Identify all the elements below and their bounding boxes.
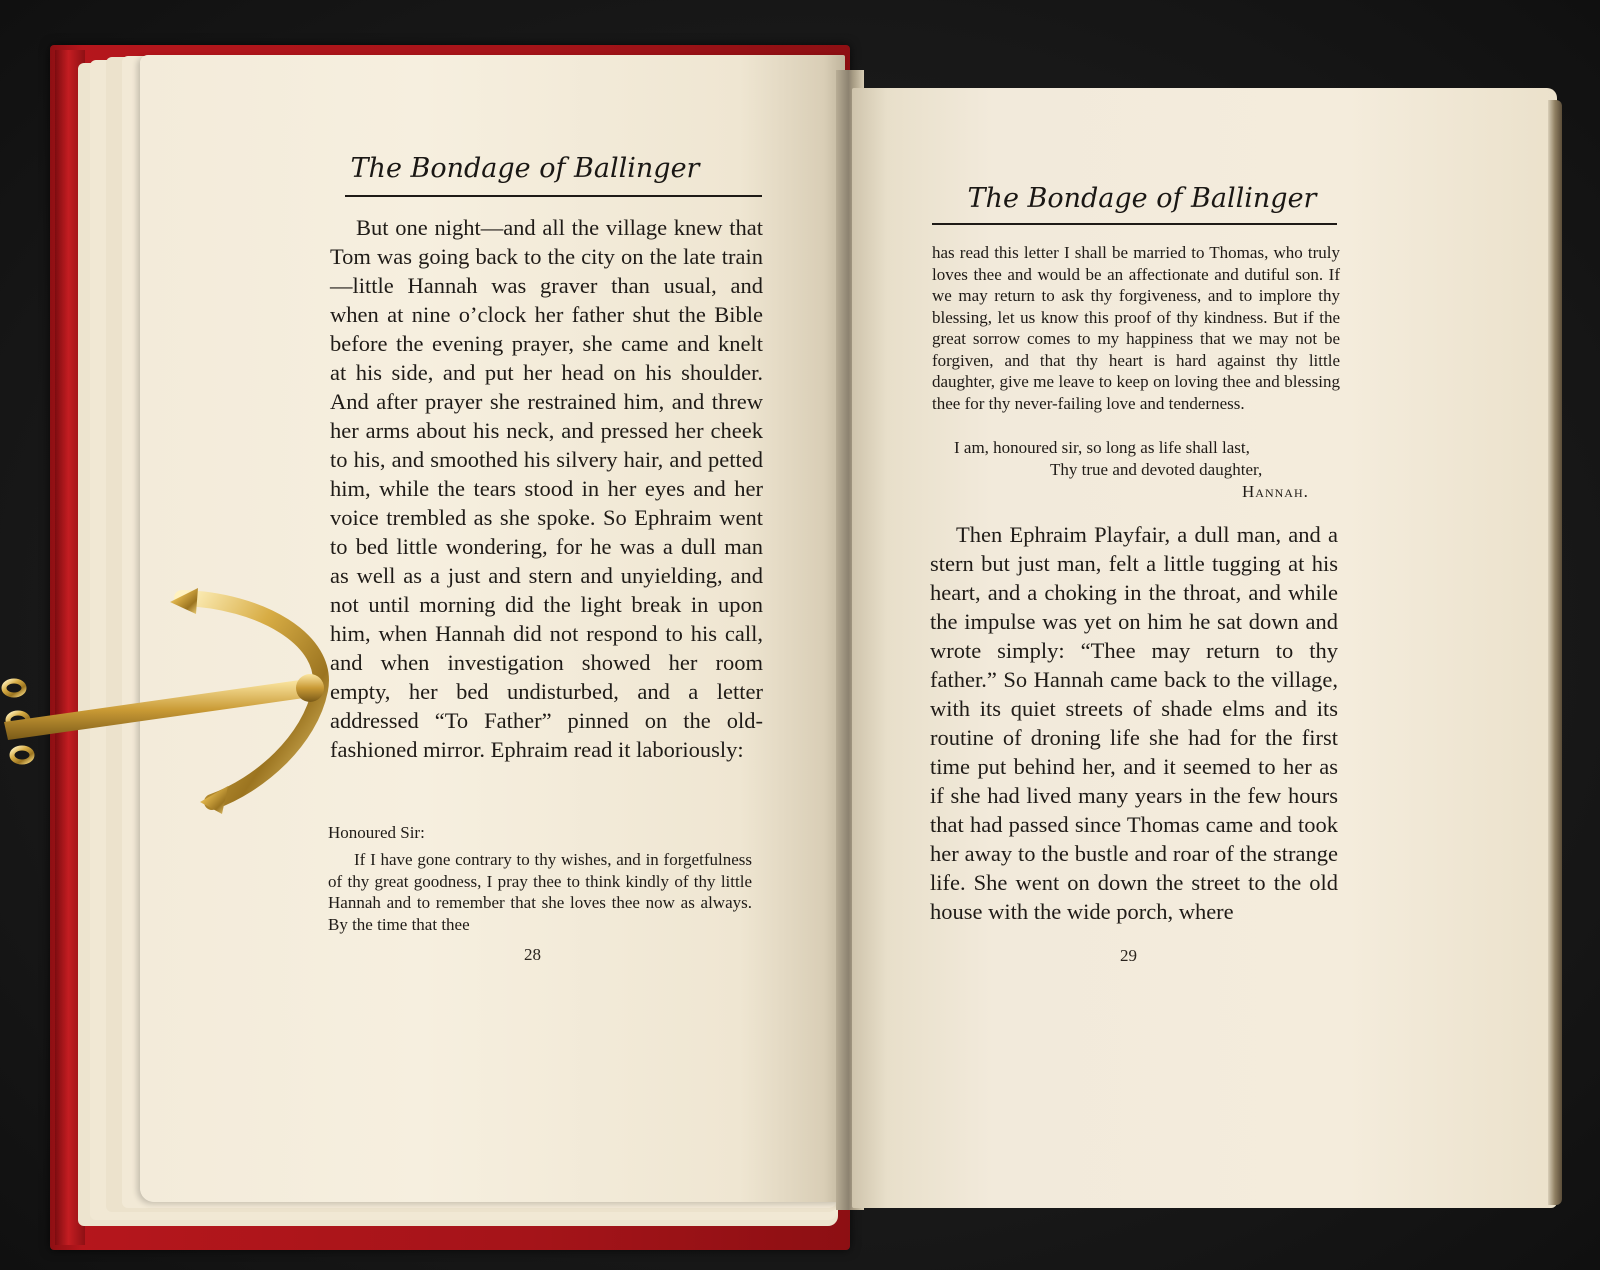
anchor-icon <box>0 580 340 820</box>
page-number-left: 28 <box>524 945 541 964</box>
left-body <box>330 213 763 764</box>
letter-closing: Thy true and devoted daughter, <box>1050 460 1263 479</box>
right-page <box>852 88 1557 1208</box>
deckled-edge <box>1548 100 1562 1205</box>
letter-signature: Hannah. <box>1242 482 1309 501</box>
head-rule <box>345 195 762 197</box>
letter-text-left <box>328 849 752 935</box>
head-rule <box>932 223 1337 225</box>
letter-text-right <box>932 242 1340 414</box>
body-paragraph: But one night—and all the village knew that Tom was going back to the city on the late train—little Hannah was graver than usual, and when at nine o’clock her father shut the Bible before the evening prayer, she came and knelt at his side, and put her head on his shoulder. And after prayer she restrained him, and threw her arms about his neck, and pressed her cheek to his, and smoothed his silvery hair, and petted him, while the tears stood in her eyes and her voice trembled as she spoke. So Ephraim went to bed little wondering, for he was a dull man as well as a just and stern and unyielding, and not until morning did the light break in upon him, when Hannah did not respond to his call, and when investigation showed her room empty, her bed undisturbed, and a letter addressed “To Father” pinned on the old-fashioned mirror. Ephraim read it laboriously: <box>330 215 763 762</box>
letter-paragraph: If I have gone contrary to thy wishes, and in forgetfulness of thy great goodness, I pray thee to think kindly of thy little Hannah and to remember that she loves thee now as always. By the time that thee <box>328 850 752 934</box>
letter-closing: I am, honoured sir, so long as life shall last, <box>954 438 1250 457</box>
letter-salutation: Honoured Sir: <box>328 823 425 842</box>
page-number-right: 29 <box>1120 946 1137 965</box>
body-paragraph: Then Ephraim Playfair, a dull man, and a stern but just man, felt a little tugging at his heart, and a choking in the throat, and while the impulse was yet on him he sat down and wrote simply: “Thee may return to thy father.” So Hannah came back to the village, with its quiet streets of shade elms and its routine of droning life she had for the first time put behind her, and it seemed to her as if she had lived many years in the few hours that had passed since Thomas came and took her away to the bustle and roar of the strange life. She went on down the street to the old house with the wide porch, where <box>930 522 1338 924</box>
right-body <box>930 520 1338 926</box>
running-head-left: The Bondage of Ballinger <box>350 153 700 184</box>
running-head-right: The Bondage of Ballinger <box>967 183 1317 214</box>
letter-paragraph: has read this letter I shall be married to Thomas, who truly loves thee and would be an affectionate and dutiful son. If we may return to ask thy forgiveness, and to implore thy blessing, let us know this proof of thy kindness. But if the great sorrow comes to my happiness that we may not be forgiven, and that thy heart is hard against thy little daughter, give me leave to keep on loving thee and blessing thee for thy never-failing love and tenderness. <box>932 243 1340 413</box>
